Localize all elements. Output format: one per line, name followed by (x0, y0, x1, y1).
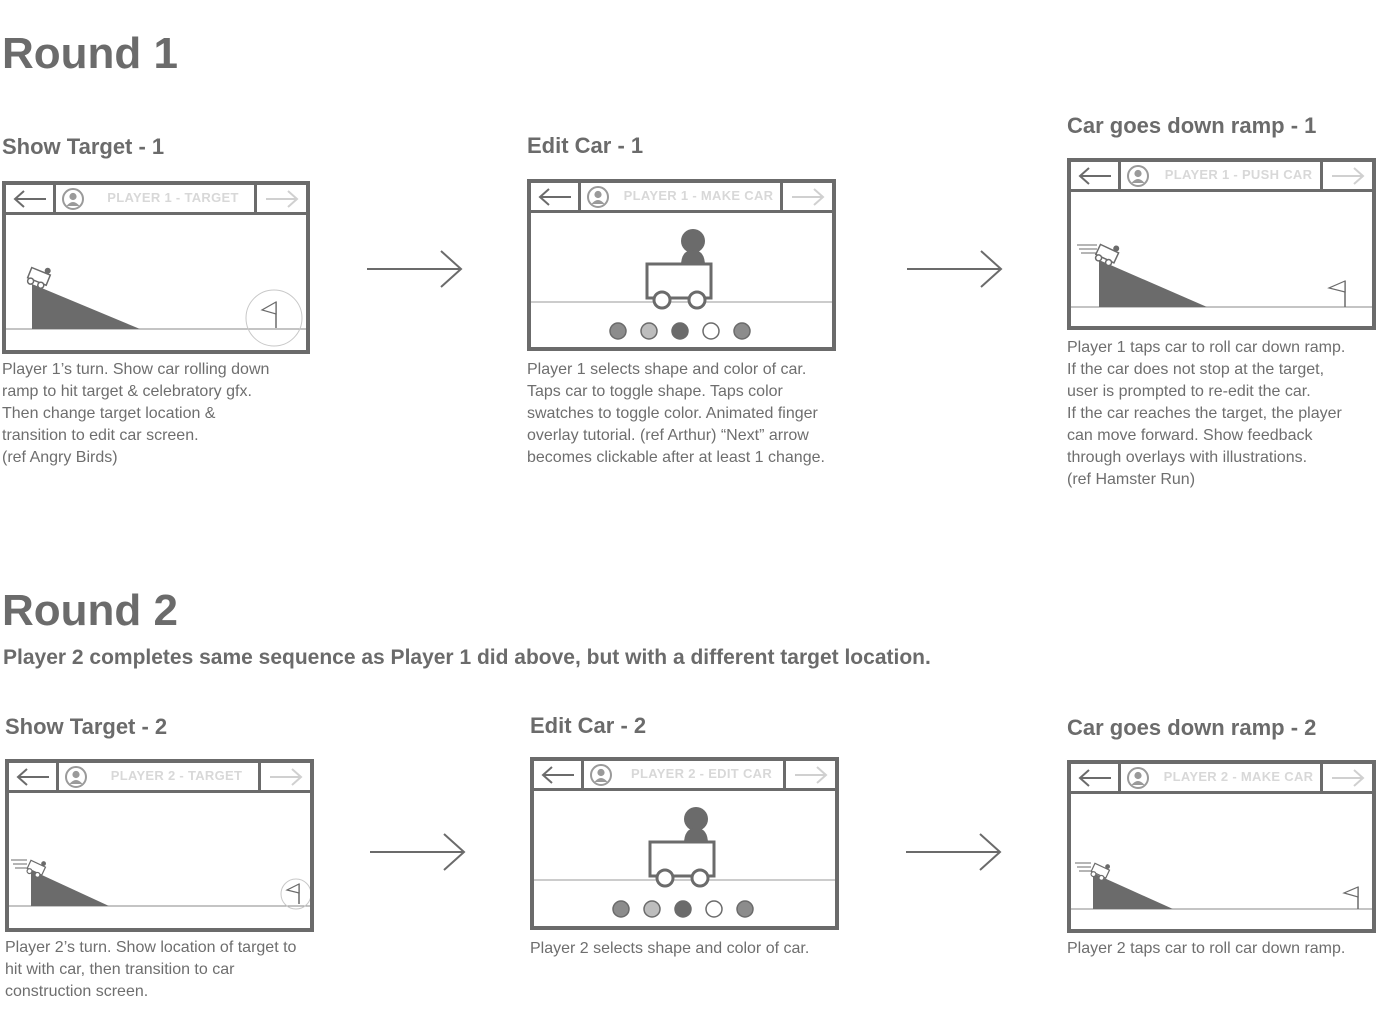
step-description-show-target-1: Player 1’s turn. Show car rolling down ramp to hit target & celebratory gfx. Then change target location & transition to edit car screen. (ref Angry Birds) (2, 361, 270, 466)
step-title-show-target-2: Show Target - 2 (5, 714, 168, 739)
user-avatar-icon (1127, 165, 1149, 187)
color-swatch[interactable] (734, 323, 750, 339)
step-description-edit-car-2: Player 2 selects shape and color of car. (530, 940, 810, 957)
color-swatch[interactable] (675, 901, 691, 917)
screen-title-area (59, 763, 258, 790)
screen-title-area (1121, 764, 1320, 791)
screen-top-bar (1071, 764, 1372, 794)
screen-title-label: PLAYER 2 - MAKE CAR (1163, 769, 1314, 784)
color-swatch[interactable] (613, 901, 629, 917)
next-button[interactable] (783, 761, 835, 788)
motion-lines (1075, 863, 1091, 871)
color-swatch[interactable] (641, 323, 657, 339)
user-avatar-icon (587, 186, 609, 208)
user-avatar-icon (590, 764, 612, 786)
step-title-edit-car-1: Edit Car - 1 (527, 133, 644, 158)
back-button[interactable] (534, 761, 584, 788)
game-scene[interactable] (1071, 189, 1372, 330)
arrow-left-icon (1071, 764, 1118, 791)
step-title-car-ramp-2: Car goes down ramp - 2 (1067, 715, 1317, 740)
game-scene[interactable] (6, 212, 306, 354)
back-button[interactable] (1071, 764, 1121, 791)
flow-arrow-icon (368, 833, 468, 873)
screen-title-area (56, 185, 254, 212)
color-swatch[interactable] (706, 901, 722, 917)
screen-top-bar (531, 183, 832, 213)
ramp (1093, 873, 1173, 909)
screen-top-bar (1071, 162, 1372, 192)
flow-arrow-icon (365, 250, 465, 290)
target-flag-icon (281, 879, 310, 909)
arrow-left-icon (1071, 162, 1118, 189)
back-button[interactable] (9, 763, 59, 790)
arrow-right-icon (257, 185, 306, 212)
screen-title-area (1121, 162, 1320, 189)
next-button[interactable] (1320, 162, 1372, 189)
target-flag-icon (1329, 281, 1345, 307)
back-button[interactable] (531, 183, 581, 210)
screen-show-target-2 (5, 759, 314, 932)
round-1-title: Round 1 (2, 29, 178, 78)
game-scene[interactable] (1071, 791, 1372, 933)
color-swatch[interactable] (672, 323, 688, 339)
car-editor-scene[interactable] (534, 788, 835, 930)
car-icon[interactable] (26, 262, 53, 290)
color-swatch[interactable] (644, 901, 660, 917)
car-icon[interactable] (1094, 239, 1121, 267)
color-swatch[interactable] (737, 901, 753, 917)
arrow-right-icon (1323, 764, 1372, 791)
step-title-edit-car-2: Edit Car - 2 (530, 713, 647, 738)
back-button[interactable] (1071, 162, 1121, 189)
arrow-left-icon (6, 185, 53, 212)
screen-edit-car-2 (530, 757, 839, 930)
next-button[interactable] (780, 183, 832, 210)
color-swatch[interactable] (610, 323, 626, 339)
car-editor-scene[interactable] (531, 210, 832, 351)
car-icon[interactable] (26, 856, 48, 879)
back-button[interactable] (6, 185, 56, 212)
arrow-right-icon (1323, 162, 1372, 189)
target-flag-icon (1344, 887, 1358, 909)
arrow-right-icon (786, 761, 835, 788)
ramp (31, 870, 109, 906)
screen-top-bar (9, 763, 310, 793)
arrow-left-icon (534, 761, 581, 788)
screen-top-bar (6, 185, 306, 215)
screen-car-ramp-1 (1067, 158, 1376, 330)
motion-lines (1077, 245, 1097, 253)
flow-arrow-icon (905, 250, 1005, 290)
screen-title-label: PLAYER 2 - TARGET (110, 768, 243, 783)
screen-title-label: PLAYER 2 - EDIT CAR (630, 766, 773, 781)
user-avatar-icon (1127, 767, 1149, 789)
screen-title-area (581, 183, 780, 210)
next-button[interactable] (258, 763, 310, 790)
arrow-left-icon (9, 763, 56, 790)
user-avatar-icon (65, 766, 87, 788)
step-description-car-ramp-1: Player 1 taps car to roll car down ramp. If the car does not stop at the target, user is prompted to re-edit the car. If the car reaches the target, the player can move forward. Show feedback through overlays with illustrations. (ref Hamster Run) (1067, 339, 1346, 488)
arrow-right-icon (261, 763, 310, 790)
screen-title-area (584, 761, 783, 788)
round-2-subtitle: Player 2 completes same sequence as Player 1 did above, but with a different target location. (3, 646, 931, 669)
step-description-car-ramp-2: Player 2 taps car to roll car down ramp. (1067, 940, 1346, 957)
step-title-car-ramp-1: Car goes down ramp - 1 (1067, 113, 1317, 138)
step-title-show-target-1: Show Target - 1 (2, 134, 165, 159)
motion-lines (11, 860, 27, 868)
next-button[interactable] (254, 185, 306, 212)
user-avatar-icon (62, 188, 84, 210)
car-icon[interactable] (1090, 859, 1112, 882)
next-button[interactable] (1320, 764, 1372, 791)
arrow-left-icon (531, 183, 578, 210)
arrow-right-icon (783, 183, 832, 210)
car-icon[interactable] (647, 229, 711, 308)
screen-top-bar (534, 761, 835, 791)
screen-edit-car-1 (527, 179, 836, 351)
target-flag-icon (246, 290, 302, 346)
step-description-edit-car-1: Player 1 selects shape and color of car. Taps car to toggle shape. Taps color swatches to toggle color. Animated finger overlay tutorial. (ref Arthur) “Next” arrow becomes clickable after at least 1 change. (527, 361, 825, 466)
ramp (32, 284, 140, 329)
screen-title-label: PLAYER 1 - PUSH CAR (1164, 167, 1313, 182)
color-swatch[interactable] (703, 323, 719, 339)
screen-car-ramp-2 (1067, 760, 1376, 933)
screen-show-target-1 (2, 181, 310, 354)
screen-title-label: PLAYER 1 - TARGET (107, 190, 239, 205)
game-scene[interactable] (9, 790, 310, 932)
step-description-show-target-2: Player 2’s turn. Show location of target to hit with car, then transition to car construction screen. (5, 939, 297, 1000)
round-2-title: Round 2 (2, 586, 178, 635)
car-icon[interactable] (650, 807, 714, 886)
ramp (1099, 260, 1207, 307)
screen-title-label: PLAYER 1 - MAKE CAR (623, 188, 774, 203)
flow-arrow-icon (904, 833, 1004, 873)
